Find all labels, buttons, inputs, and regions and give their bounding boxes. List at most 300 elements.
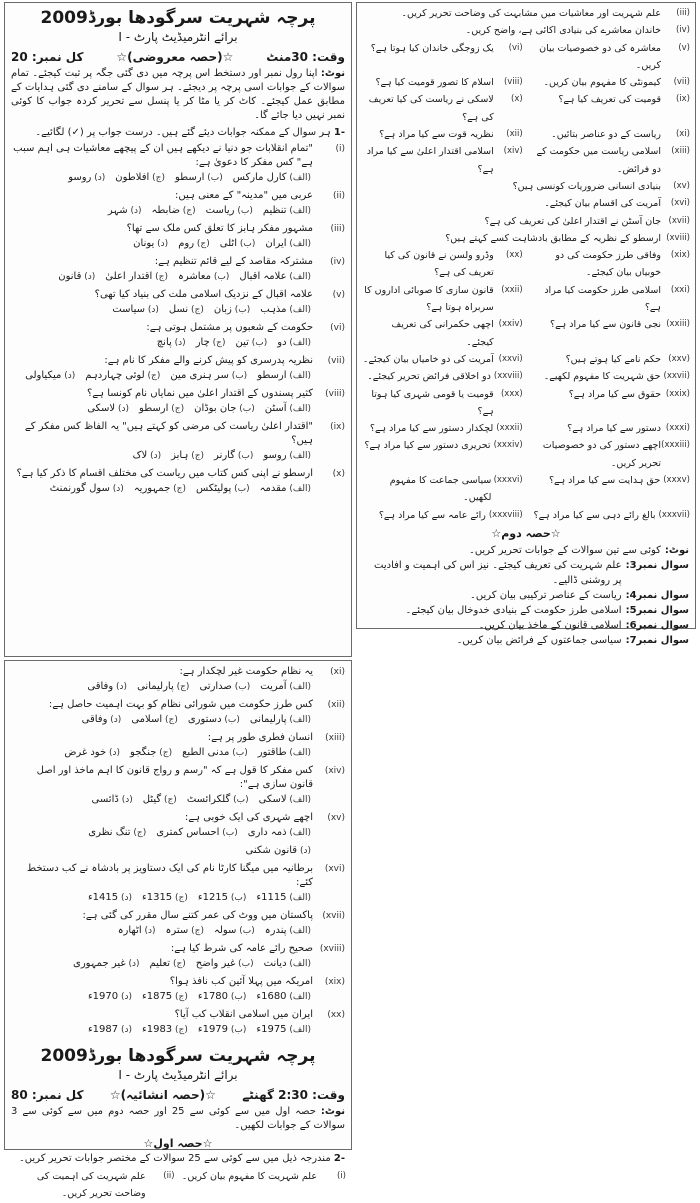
short-question-number: (xix)	[670, 250, 690, 261]
mcq-stem	[11, 189, 345, 203]
short-question-number: (xxxv)	[663, 475, 690, 486]
option-letter: (ج)	[188, 926, 204, 936]
question-number: -2	[333, 1153, 345, 1164]
long-question-number: سوال نمبر6:	[625, 619, 689, 631]
mcq-number: (iii)	[330, 224, 345, 234]
option-text: چار	[195, 337, 210, 348]
mcq-option	[258, 746, 311, 760]
mcq-option	[50, 482, 124, 496]
mcq-stem	[11, 142, 345, 170]
note-text: اپنا رول نمبر اور دستخط اس پرچہ میں دی گئی جگہ پر ثبت کیجئے۔ تمام سوالات کے جوابات اسی پرچہ پر دیجئے۔ ہر سوال کے سامنے دی گئی ہدایات کے مطابق عمل کیجئے۔ کاٹ کر یا مٹا کر یا پنسل سے تحریر کردہ جواب کا کوئی نمبر نہیں دیا جائے گا۔	[11, 68, 345, 121]
option-letter: (د)	[125, 959, 140, 969]
option-text: پارلیمانی	[249, 714, 287, 725]
short-question	[529, 507, 690, 524]
option-text: اقتدار اعلیٰ	[105, 271, 153, 282]
short-question	[362, 386, 523, 421]
mcq-option	[239, 270, 311, 284]
option-text: اٹھارہ	[117, 925, 142, 936]
option-letter: (ج)	[168, 404, 185, 414]
short-question-row	[357, 282, 695, 317]
short-question-number: (xxv)	[668, 353, 690, 364]
mcq-number: (vii)	[327, 356, 345, 366]
mcq-stem	[11, 467, 345, 481]
paper-page-one	[4, 2, 352, 657]
option-letter: (ج)	[149, 173, 165, 183]
option-text: پانچ	[156, 337, 172, 348]
short-question-text: اچھے دستور کی دو خصوصیات تحریر کریں۔	[542, 440, 661, 469]
option-letter: (ب)	[204, 173, 223, 183]
short-question-number: (xviii)	[666, 232, 690, 243]
option-text: نسل	[168, 304, 189, 315]
long-question-text: اسلامی طرز حکومت کے بنیادی خدوخال بیان کیجئے۔	[405, 604, 622, 616]
short-question-number: (vii)	[673, 77, 690, 88]
short-question-text: معاشرہ کی دو خصوصیات بیان کریں۔	[539, 42, 661, 71]
mcq-stem	[11, 975, 345, 989]
option-letter: (الف)	[286, 715, 311, 725]
mcq-option	[214, 449, 253, 463]
short-question-row	[357, 40, 695, 75]
mcq-options	[11, 890, 345, 909]
option-text: پندرہ	[264, 925, 287, 936]
mcq-options	[11, 745, 345, 764]
mcq-option	[143, 793, 177, 807]
option-text: ہابز	[171, 450, 189, 461]
option-text: 1415ء	[87, 892, 119, 903]
option-text: آمریت	[260, 681, 287, 692]
option-text: تنظیم	[262, 205, 287, 216]
mcq-options	[11, 236, 345, 255]
short-question	[529, 368, 690, 385]
short-question-text: علم شہریت کی اہمیت کی وضاحت تحریر کریں۔	[36, 1171, 146, 1200]
option-letter: (د)	[171, 338, 186, 348]
option-text: سولہ	[213, 925, 237, 936]
note-text: حصہ اول میں سے کوئی سے 25 اور حصہ دوم میں سے کوئی سے 3 سوالات کے جوابات لکھیں۔	[11, 1106, 345, 1131]
short-question-number: (xxvii)	[663, 371, 690, 382]
short-question-list	[357, 3, 695, 524]
short-question	[529, 91, 690, 126]
option-letter: (الف)	[286, 484, 311, 494]
mcq-option	[178, 237, 210, 251]
mcq-stem	[11, 698, 345, 712]
mcq-option	[92, 793, 133, 807]
short-question-text: ارسطو کے نظریہ کے مطابق بادشاہت کسے کہتے ہیں؟	[445, 232, 661, 244]
mcq-question: پاکستان میں ووٹ کی عمر کتنے سال مقرر کی گئی ہے:	[82, 910, 313, 921]
short-question-row	[357, 247, 695, 282]
short-question-row	[357, 213, 695, 230]
short-question-row	[357, 420, 695, 437]
short-question-text: حق ہدایت سے کیا مراد ہے؟	[548, 475, 661, 487]
mcq-option	[220, 237, 256, 251]
option-letter: (الف)	[286, 451, 311, 461]
mcq-option	[118, 924, 156, 938]
mcq-list	[5, 142, 351, 500]
mcq-option	[68, 171, 105, 185]
mcq-question: کس طرز حکومت میں شورائی نظام کو بہت اہمیت حاصل ہے:	[48, 699, 313, 710]
mcq-stem	[11, 222, 345, 236]
option-letter: (ب)	[228, 371, 248, 381]
long-question-text: ریاست کے عناصر ترکیبی بیان کریں۔	[470, 589, 622, 601]
part-two-note	[357, 543, 695, 558]
short-question-number: (i)	[336, 1171, 346, 1181]
short-question-text: نظریہ قوت سے کیا مراد ہے؟	[379, 129, 494, 141]
option-letter: (ب)	[231, 682, 251, 692]
option-text: قانون	[58, 271, 82, 282]
mcq-options	[11, 368, 345, 387]
short-question-row	[357, 74, 695, 91]
mcq-option	[265, 237, 311, 251]
mcq-item	[5, 942, 351, 975]
option-text: سیاست	[112, 304, 145, 315]
mcq-option	[142, 891, 188, 905]
short-question	[362, 316, 523, 351]
option-letter: (الف)	[286, 272, 311, 282]
option-letter: (الف)	[286, 828, 311, 838]
mcq-options	[11, 923, 345, 942]
mcq-option	[170, 369, 247, 383]
mcq-question: کثیر پسندوں کے اقتدار اعلیٰ میں نمایاں نام کونسا ہے؟	[86, 388, 313, 399]
short-question-number: (viii)	[503, 77, 523, 88]
paper-title: پرچہ شہریت سرگودھا بورڈ2009	[40, 1046, 316, 1066]
option-letter: (ج)	[179, 206, 196, 216]
option-text: روسو	[263, 450, 287, 461]
option-text: شہر	[107, 205, 128, 216]
option-letter: (د)	[115, 404, 130, 414]
mcq-option	[196, 482, 250, 496]
option-letter: (الف)	[286, 926, 311, 936]
mcq-option	[260, 482, 311, 496]
short-question-text: لچکدار دستور سے کیا مراد ہے؟	[369, 423, 494, 435]
mcq-option	[130, 746, 172, 760]
mcq-stem	[11, 321, 345, 335]
short-question-number: (xxxvi)	[493, 475, 523, 486]
option-letter: (د)	[297, 846, 311, 856]
instructions	[5, 67, 351, 123]
mcq-number: (xix)	[324, 977, 345, 987]
option-text: جان بوڈان	[194, 403, 237, 414]
long-question-number: سوال نمبر7:	[625, 634, 689, 646]
marks-label: کل نمبر: 80	[11, 1088, 84, 1102]
short-question	[529, 420, 690, 437]
mcq-options	[11, 989, 345, 1008]
option-text: مدنی الطبع	[182, 747, 230, 758]
question-number: -1	[333, 127, 345, 138]
mcq-option	[235, 336, 267, 350]
mcq-question: مشہور مفکر ہابز کا تعلق کس ملک سے تھا؟	[126, 223, 313, 234]
mcq-options	[11, 335, 345, 354]
mcq-option	[263, 449, 311, 463]
mcq-number: (xvii)	[322, 911, 345, 921]
mcq-option	[73, 957, 140, 971]
mcq-number: (xvi)	[324, 864, 345, 874]
part-one-heading: ☆حصہ اول☆	[143, 1137, 213, 1150]
option-letter: (د)	[118, 795, 133, 805]
short-question	[362, 178, 690, 195]
mcq-option	[142, 1023, 188, 1037]
question-intro-text: ہر سوال کے ممکنہ جوابات دیئے گئے ہیں۔ درست جواب پر (✓) لگائیے۔	[35, 127, 331, 138]
option-letter: (د)	[109, 484, 124, 494]
option-text: روسو	[68, 172, 92, 183]
option-letter: (الف)	[286, 338, 311, 348]
mcq-option	[139, 402, 184, 416]
long-question-list	[357, 558, 695, 648]
mcq-item	[5, 811, 351, 862]
mcq-options	[11, 203, 345, 222]
mcq-option	[260, 680, 311, 694]
short-question-number: (xxxii)	[496, 423, 523, 434]
option-text: 1979ء	[197, 1024, 229, 1035]
mcq-option	[214, 303, 250, 317]
short-question	[362, 420, 523, 437]
mcq-question: عربی میں "مدینہ" کے معنی ہیں:	[175, 190, 313, 201]
option-text: غیر جمہوری	[73, 958, 126, 969]
mcq-item	[5, 142, 351, 189]
mcq-option	[64, 746, 120, 760]
option-text: 1987ء	[87, 1024, 119, 1035]
option-letter: (د)	[61, 371, 76, 381]
paper-meta	[5, 50, 351, 64]
mcq-option	[263, 204, 311, 218]
short-question-text: جان آسٹن نے اقتدار اعلیٰ کی تعریف کی ہے؟	[484, 215, 661, 227]
option-text: جنگجو	[130, 747, 157, 758]
mcq-option	[187, 793, 249, 807]
paper-subtitle: برائے انٹرمیڈیٹ پارٹ - I	[118, 1068, 238, 1082]
short-question-number: (xxviii)	[493, 371, 523, 382]
short-question-text: لاسکی نے ریاست کی کیا تعریف کی ہے؟	[368, 94, 494, 123]
short-question-number: (v)	[678, 42, 690, 53]
mcq-options	[11, 481, 345, 500]
mcq-option	[175, 171, 223, 185]
short-question-number: (iii)	[676, 8, 690, 18]
short-question-number: (xiii)	[671, 146, 690, 157]
short-question-text: حقوق سے کیا مراد ہے؟	[568, 388, 661, 400]
option-text: لوئی چہاردہم	[85, 370, 145, 381]
mcq-option	[196, 957, 254, 971]
mcq-stem	[11, 354, 345, 368]
mcq-option	[133, 237, 168, 251]
short-question-number: (xx)	[506, 250, 523, 261]
mcq-option	[248, 826, 311, 840]
mcq-options	[11, 679, 345, 698]
mcq-options	[11, 401, 345, 420]
option-text: یونان	[133, 238, 155, 249]
mcq-option	[259, 793, 311, 807]
option-letter: (ج)	[152, 272, 168, 282]
short-question	[362, 230, 690, 247]
mcq-option	[178, 270, 229, 284]
option-text: وفاقی	[81, 714, 108, 725]
short-question-text: یک زوجگی خاندان کیا ہوتا ہے؟	[370, 42, 494, 54]
option-letter: (د)	[91, 173, 106, 183]
option-letter: (ج)	[188, 451, 205, 461]
option-letter: (ب)	[231, 484, 250, 494]
option-letter: (د)	[118, 1025, 133, 1035]
option-letter: (ج)	[194, 239, 210, 249]
long-question-text: علم شہریت کی تعریف کیجئے۔ نیز اس کی اہمیت و افادیت پر روشنی ڈالیے۔	[374, 559, 622, 586]
option-letter: (د)	[144, 305, 159, 315]
option-letter: (ب)	[234, 451, 254, 461]
short-question-text: کیمونٹی کا مفہوم بیان کریں۔	[543, 77, 661, 89]
short-question-text: دستور سے کیا مراد ہے؟	[567, 423, 661, 435]
mcq-number: (i)	[335, 144, 345, 154]
paper-page-three	[356, 2, 696, 646]
short-question	[362, 195, 690, 212]
short-question	[362, 368, 523, 385]
short-question-text: بنیادی انسانی ضروریات کونسی ہیں؟	[512, 180, 661, 192]
short-question-text: اسلام کا تصور قومیت کیا ہے؟	[375, 77, 494, 89]
option-letter: (الف)	[286, 404, 311, 414]
short-question-text: دو اخلاقی فرائض تحریر کیجئے۔	[367, 371, 491, 383]
mcq-options	[11, 792, 345, 811]
mcq-number: (vi)	[330, 323, 345, 333]
short-question-text: سیاسی جماعت کا مفہوم لکھیں۔	[389, 475, 492, 504]
short-question-number: (ix)	[675, 94, 690, 105]
short-question-text: وفاقی طرز حکومت کی دو خوبیاں بیان کیجئے۔	[555, 250, 661, 279]
mcq-stem	[11, 811, 345, 825]
option-letter: (ج)	[209, 338, 226, 348]
mcq-item	[5, 255, 351, 288]
mcq-options	[11, 170, 345, 189]
mcq-stem	[11, 1008, 345, 1022]
short-question-text: تحریری دستور سے کیا مراد ہے؟	[364, 440, 491, 452]
mcq-number: (xv)	[327, 813, 345, 823]
mcq-item	[5, 862, 351, 909]
mcq-option	[88, 990, 132, 1004]
mcq-options	[11, 302, 345, 321]
mcq-option	[265, 402, 311, 416]
option-letter: (د)	[154, 239, 169, 249]
option-letter: (ج)	[156, 748, 173, 758]
mcq-options	[11, 712, 345, 731]
option-text: تنگ نظری	[88, 827, 131, 838]
short-question-number: (xxix)	[665, 388, 690, 399]
short-question-text: علم شہریت کا مفہوم بیان کریں۔	[181, 1171, 317, 1182]
option-letter: (الف)	[286, 748, 311, 758]
short-question	[362, 437, 523, 472]
mcq-stem	[11, 387, 345, 401]
option-text: ارسطو	[175, 172, 205, 183]
option-text: اٹلی	[219, 238, 237, 249]
mcq-option	[156, 826, 238, 840]
short-question	[362, 126, 523, 143]
option-text: مذہب	[260, 304, 287, 315]
mcq-item	[5, 222, 351, 255]
short-question	[529, 40, 690, 75]
mcq-option	[233, 171, 311, 185]
mcq-option	[257, 369, 311, 383]
option-letter: (الف)	[286, 1025, 311, 1035]
mcq-options	[11, 956, 345, 975]
option-letter: (ب)	[235, 959, 254, 969]
option-text: 1975ء	[256, 1024, 287, 1035]
short-question-number: (xxxviii)	[488, 509, 523, 520]
option-letter: (ب)	[236, 404, 255, 414]
mcq-stem	[11, 942, 345, 956]
mcq-item	[5, 387, 351, 420]
short-question	[362, 91, 523, 126]
short-question-text: وڈرو ولسن نے قانون کی کیا تعریف کی ہے؟	[384, 250, 494, 279]
mcq-item	[5, 189, 351, 222]
mcq-option	[131, 713, 178, 727]
time-label: وقت: 2:30 گھنٹے	[242, 1088, 345, 1102]
mcq-item	[5, 1008, 351, 1041]
option-text: لاک	[132, 450, 148, 461]
mcq-stem	[11, 764, 345, 792]
short-question-number: (x)	[511, 94, 523, 105]
short-question-text: اسلامی اقتدار اعلیٰ سے کیا مراد ہے؟	[366, 146, 494, 175]
option-text: لاسکی	[87, 403, 116, 414]
short-question-row	[357, 351, 695, 368]
mcq-option	[260, 303, 311, 317]
option-text: دستوری	[187, 714, 222, 725]
option-letter: (ب)	[210, 272, 230, 282]
short-question-row	[357, 368, 695, 385]
option-text: پارلیمانی	[137, 681, 174, 692]
mcq-item	[5, 975, 351, 1008]
mcq-option	[206, 204, 253, 218]
short-question-row	[357, 230, 695, 247]
option-text: 1315ء	[142, 892, 173, 903]
option-text: 1983ء	[142, 1024, 173, 1035]
long-question	[357, 603, 695, 618]
option-text: آسٹن	[264, 403, 287, 414]
short-question	[362, 143, 523, 178]
short-question-number: (xxxiii)	[661, 440, 690, 451]
mcq-option	[150, 957, 186, 971]
short-question-number: (vi)	[508, 42, 523, 53]
mcq-stem	[11, 288, 345, 302]
option-letter: (ج)	[162, 715, 178, 725]
short-question-text: قانون سازی کا صوبائی اداروں کا سربراہ ہوتا ہے؟	[364, 284, 494, 314]
short-question-number: (xxiv)	[498, 319, 523, 330]
option-letter: (ج)	[144, 371, 161, 381]
option-text: وفاقی	[87, 681, 114, 692]
option-text: ارسطو	[257, 370, 287, 381]
option-text: ڈائسی	[91, 794, 119, 805]
short-question-number: (xxxvii)	[658, 509, 690, 520]
short-question-text: آمریت کی اقسام بیان کیجئے۔	[544, 198, 661, 210]
option-text: دو	[277, 337, 287, 348]
short-question-number: (xxxi)	[665, 423, 690, 434]
short-question-text: اسلامی طرز حکومت کیا مراد ہے؟	[544, 284, 661, 314]
option-letter: (د)	[141, 926, 156, 936]
option-letter: (ج)	[130, 828, 147, 838]
option-text: قانون شکنی	[245, 845, 298, 856]
mcq-stem	[11, 420, 345, 448]
mcq-option	[199, 680, 250, 694]
short-question-row	[357, 316, 695, 351]
short-question	[362, 247, 523, 282]
option-letter: (ج)	[170, 484, 186, 494]
option-letter: (ج)	[161, 795, 177, 805]
short-question-number: (xxx)	[500, 388, 523, 399]
mcq-option	[157, 336, 186, 350]
long-question-number: سوال نمبر4:	[625, 589, 689, 601]
option-text: گیٹل	[142, 794, 162, 805]
short-question-text: رائے عامہ سے کیا مراد ہے؟	[378, 509, 486, 521]
mcq-stem	[11, 862, 345, 890]
option-letter: (ج)	[173, 682, 190, 692]
marks-label: کل نمبر: 20	[11, 50, 84, 64]
option-text: لاسکی	[258, 794, 287, 805]
option-letter: (ب)	[230, 795, 249, 805]
mcq-option	[25, 369, 75, 383]
mcq-number: (xi)	[330, 667, 345, 677]
mcq-item	[5, 764, 351, 811]
short-question-number: (xxiii)	[666, 319, 690, 330]
option-text: مقدمہ	[259, 483, 287, 494]
paper-meta	[5, 1088, 351, 1102]
mcq-option	[214, 924, 255, 938]
